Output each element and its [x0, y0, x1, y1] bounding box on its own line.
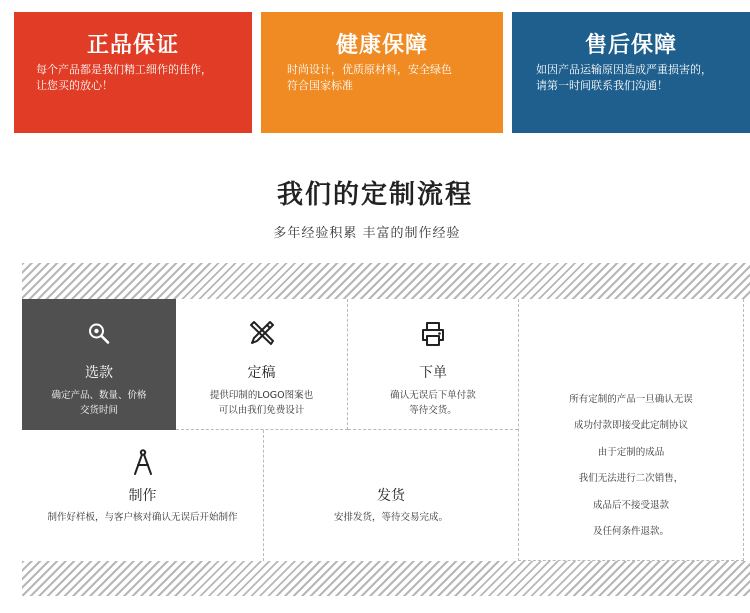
step-desc-line: 确定产品、数量、价格 — [51, 390, 147, 401]
step-select — [22, 299, 176, 430]
design-tools-icon — [248, 319, 276, 351]
banner-title: 正品保证 — [86, 33, 179, 58]
banner-title: 售后保障 — [584, 33, 677, 58]
step-desc-line: 安排发货，等待交易完成。 — [333, 512, 448, 523]
notice-line: 及任何条件退款。 — [592, 526, 669, 537]
step-desc — [22, 510, 263, 525]
stripe-divider-top — [22, 263, 750, 299]
step-desc — [176, 388, 347, 418]
step-title: 下单 — [419, 365, 447, 381]
step-desc-line: 可以由我们免费设计 — [218, 405, 305, 416]
notice-line: 所有定制的产品一旦确认无误 — [569, 394, 693, 405]
printer-icon — [419, 320, 447, 352]
banner-desc — [512, 62, 750, 94]
step-order — [348, 299, 518, 430]
step-title: 选款 — [85, 365, 113, 381]
notice-line: 成功付款即接受此定制协议 — [573, 420, 688, 431]
banner-desc-line: 符合国家标准 — [287, 79, 353, 92]
step-title: 制作 — [128, 488, 157, 504]
notice-line: 我们无法进行二次销售， — [578, 473, 684, 484]
search-icon — [87, 321, 111, 349]
banner-desc-line: 让您买的放心！ — [36, 79, 113, 92]
banner-desc — [261, 62, 503, 94]
process-title: 我们的定制流程 — [276, 180, 473, 210]
step-desc — [348, 388, 518, 418]
step-desc-line: 交货时间 — [79, 405, 118, 416]
banner-desc-line: 每个产品都是我们精工细作的佳作， — [36, 63, 212, 76]
step-desc — [264, 510, 518, 525]
step-produce — [22, 430, 264, 561]
step-desc — [22, 388, 176, 418]
custom-order-notice — [518, 299, 744, 561]
banner-health — [261, 12, 503, 133]
stripe-divider-bottom — [22, 561, 750, 596]
step-title: 发货 — [377, 488, 405, 504]
compass-icon — [131, 448, 155, 480]
banner-after-sales — [512, 12, 750, 133]
banner-title: 健康保障 — [335, 33, 428, 58]
step-title: 定稿 — [247, 365, 276, 381]
step-desc-line: 等待交货。 — [409, 405, 457, 416]
step-finalize — [176, 299, 348, 430]
banner-desc-line: 如因产品运输原因造成严重损害的， — [536, 63, 712, 76]
banner-authentic — [14, 12, 252, 133]
step-desc-line: 制作好样板，与客户核对确认无误后开始制作 — [47, 512, 238, 523]
banner-desc-line: 请第一时间联系我们沟通！ — [536, 79, 668, 92]
process-subtitle: 多年经验积累 丰富的制作经验 — [273, 226, 461, 241]
notice-line: 由于定制的成品 — [597, 447, 665, 458]
banner-desc — [14, 62, 252, 94]
step-desc-line: 确认无误后下单付款 — [390, 390, 476, 401]
notice-line: 成品后不接受退款 — [592, 500, 669, 511]
banner-desc-line: 时尚设计，优质原材料，安全绿色 — [287, 63, 452, 76]
step-ship — [264, 430, 518, 561]
step-desc-line: 提供印制的LOGO图案也 — [209, 390, 314, 401]
